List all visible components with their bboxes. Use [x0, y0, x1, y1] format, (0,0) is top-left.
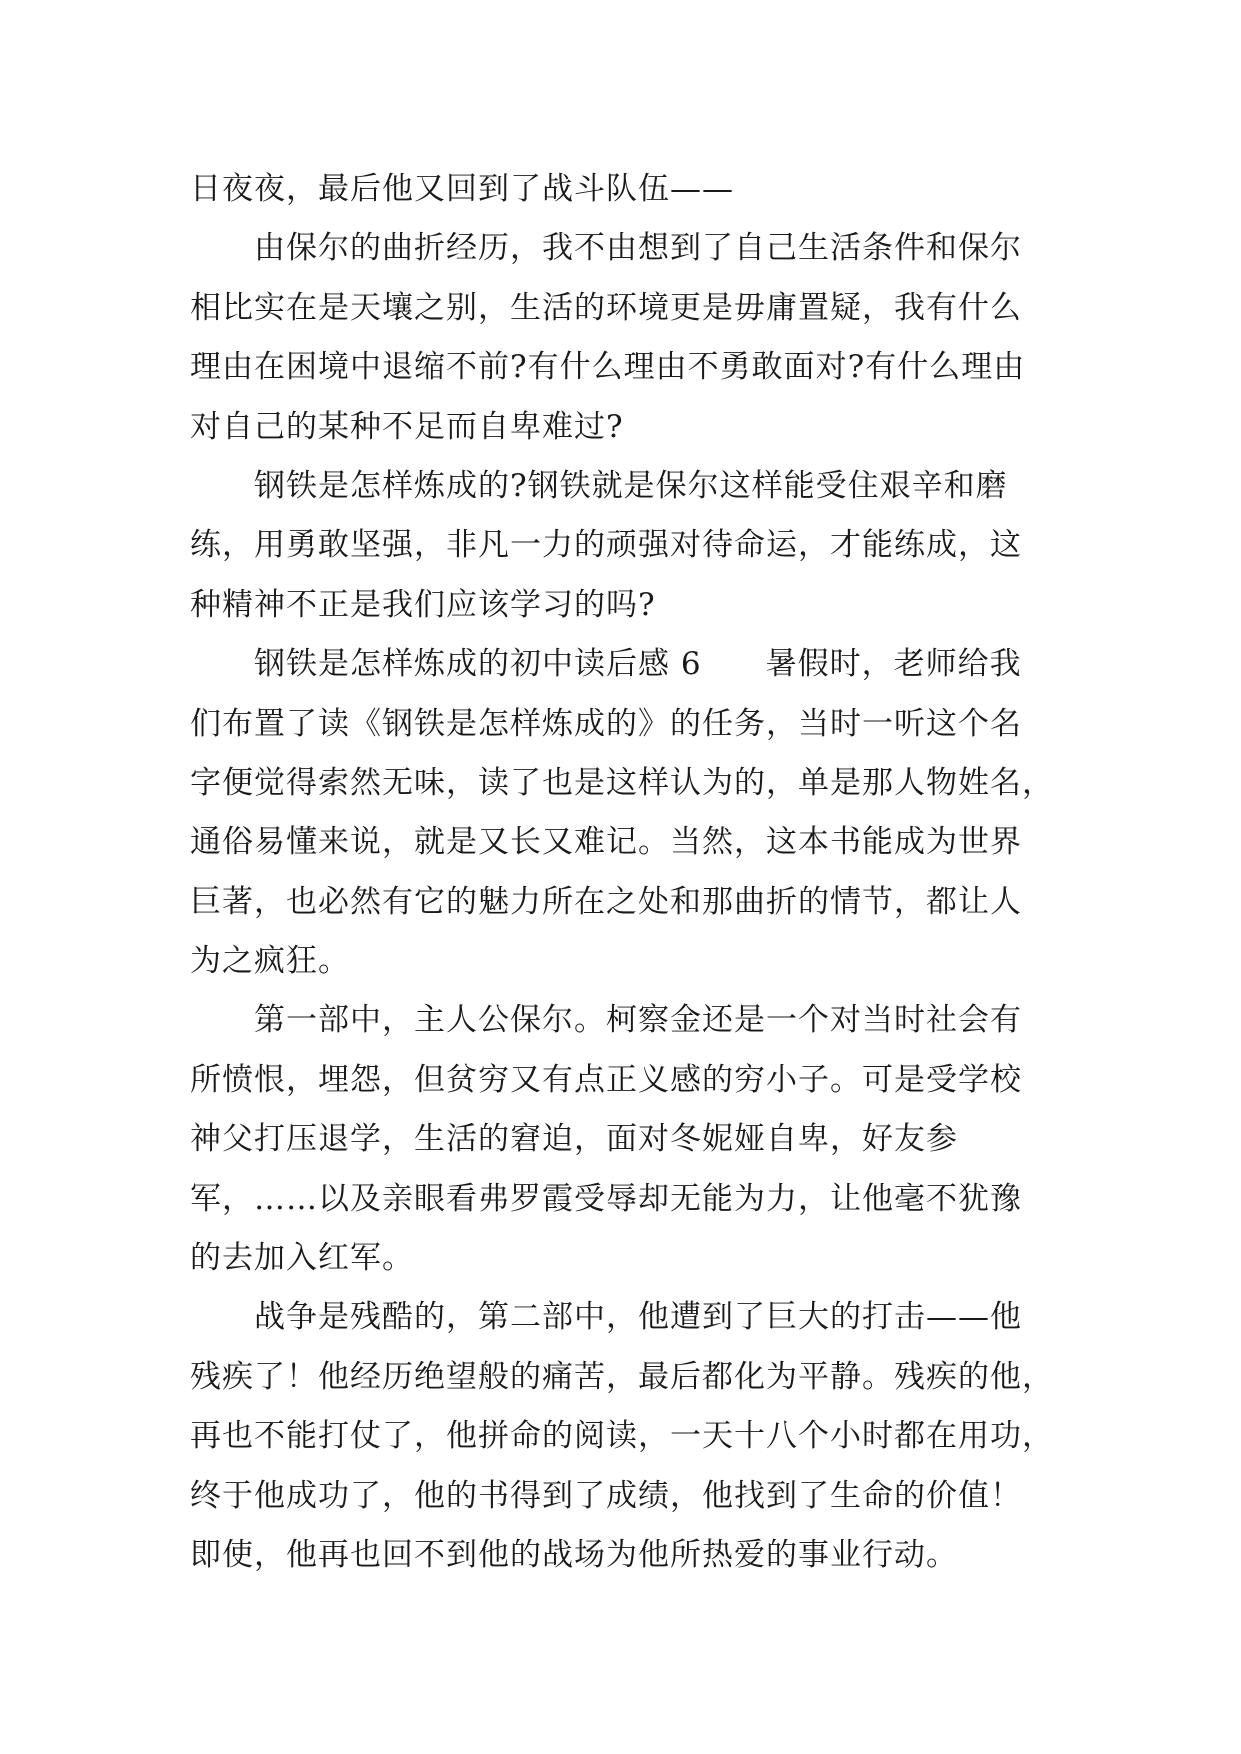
paragraph-start-line: 由保尔的曲折经历，我不由想到了自己生活条件和保尔 — [254, 230, 1022, 267]
text-line: 残疾了！他经历绝望般的痛苦，最后都化为平静。残疾的他， — [190, 1358, 1054, 1395]
text-line: 巨著，也必然有它的魅力所在之处和那曲折的情节，都让人 — [190, 883, 1022, 920]
document-body — [190, 160, 1060, 1585]
text-line: 再也不能打仗了，他拼命的阅读，一天十八个小时都在用功， — [190, 1418, 1054, 1455]
paragraph-start-line: 第一部中，主人公保尔。柯察金还是一个对当时社会有 — [254, 1002, 1022, 1039]
text-line: 终于他成功了，他的书得到了成绩，他找到了生命的价值！ — [190, 1477, 1022, 1514]
text-line: 所愤恨，埋怨，但贫穷又有点正义感的穷小子。可是受学校 — [190, 1061, 1022, 1098]
text-line: 练，用勇敢坚强，非凡一力的顽强对待命运，才能练成，这 — [190, 527, 1022, 564]
text-line: 字便觉得索然无味，读了也是这样认为的，单是那人物姓名， — [190, 764, 1054, 801]
text-line: 即使，他再也回不到他的战场为他所热爱的事业行动。 — [190, 1536, 958, 1573]
text-line: 对自己的某种不足而自卑难过? — [190, 408, 624, 445]
paragraph-start-line: 钢铁是怎样炼成的?钢铁就是保尔这样能受住艰辛和磨 — [254, 467, 1008, 504]
text-line: 理由在困境中退缩不前?有什么理由不勇敢面对?有什么理由 — [190, 349, 1026, 386]
text-line: 为之疯狂。 — [190, 943, 350, 980]
text-line: 种精神不正是我们应该学习的吗? — [190, 586, 656, 623]
paragraph-start-line: 钢铁是怎样炼成的初中读后感 6 暑假时，老师给我 — [254, 646, 1022, 683]
text-line: 军，……以及亲眼看弗罗霞受辱却无能为力，让他毫不犹豫 — [190, 1180, 1022, 1217]
text-line: 的去加入红军。 — [190, 1240, 414, 1277]
text-line: 通俗易懂来说，就是又长又难记。当然，这本书能成为世界 — [190, 824, 1022, 861]
text-line: 日夜夜，最后他又回到了战斗队伍—— — [190, 171, 734, 207]
text-line: 神父打压退学，生活的窘迫，面对冬妮娅自卑，好友参 — [190, 1121, 958, 1158]
text-line: 们布置了读《钢铁是怎样炼成的》的任务，当时一听这个名 — [190, 705, 1022, 742]
text-line: 相比实在是天壤之别，生活的环境更是毋庸置疑，我有什么 — [190, 289, 1022, 326]
paragraph-start-line: 战争是残酷的，第二部中，他遭到了巨大的打击——他 — [254, 1299, 1022, 1336]
